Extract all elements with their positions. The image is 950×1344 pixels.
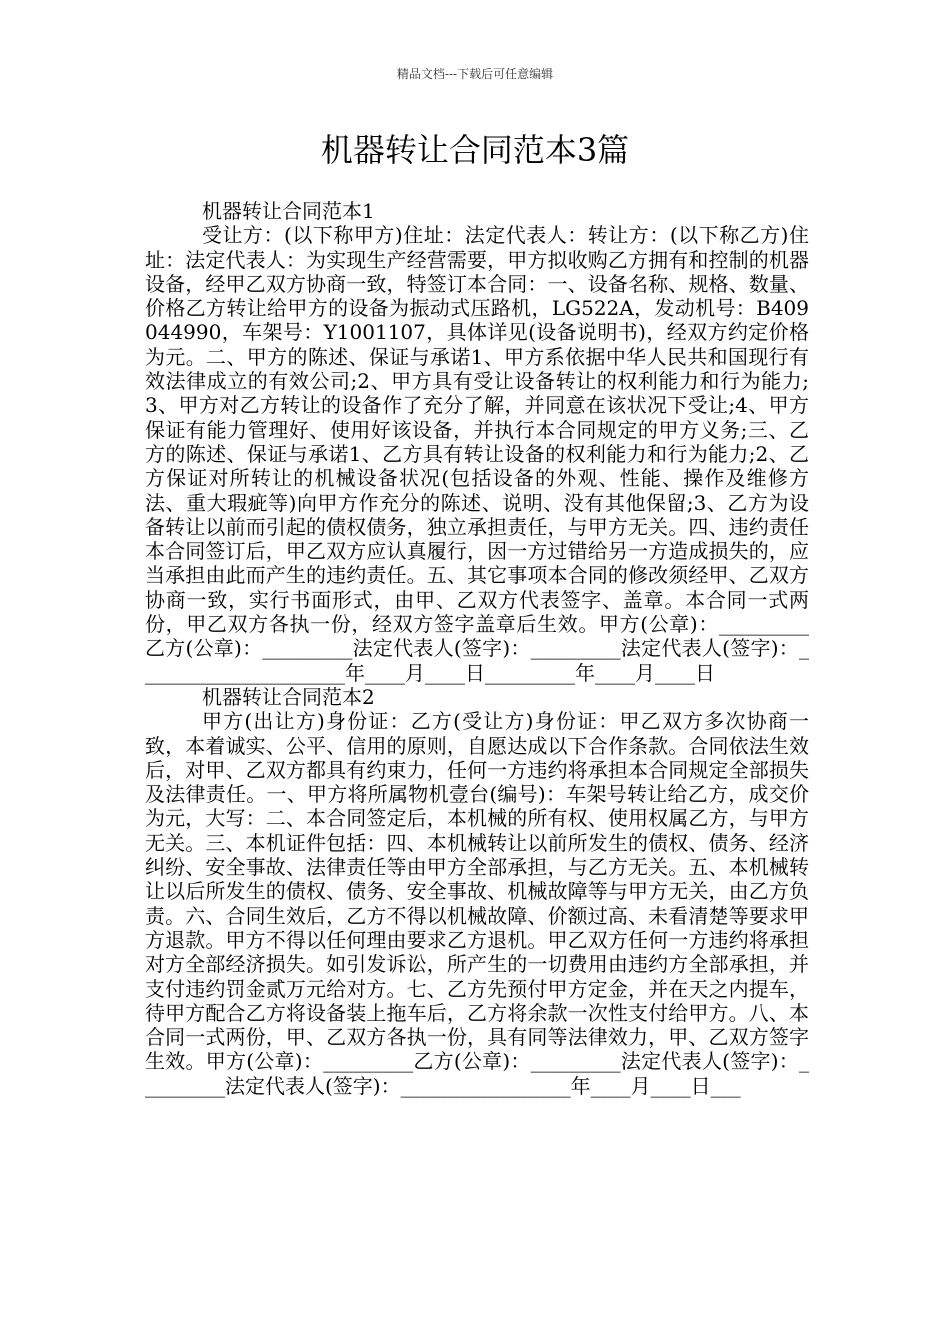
section-body-text: 甲方(出让方)身份证：乙方(受让方)身份证：甲乙双方多次协商一致，本着诚实、公平、信用的原则，自愿达成以下合作条款。合同依法生效后，对甲、乙双方都具有约束力，任何一方违约将承担本合同规定全部损失及法律责任。一、甲方将所属物机壹台(编号)：车架号转让给乙方，成交价为元，大写：二、本合同签定后，本机械的所有权、使用权属乙方，与甲方无关。三、本机证件包括：四、本机械转让以前所发生的债权、债务、经济纠纷、安全事故、法律责任等由甲方全部承担，与乙方无关。五、本机械转让以后所发生的债权、债务、安全事故、机械故障等与甲方无关，由乙方负责。六、合同生效后，乙方不得以机械故障、价额过高、未看清楚等要求甲方退款。甲方不得以任何理由要求乙方退机。甲乙双方任何一方违约将承担对方全部经济损失。如引发诉讼，所产生的一切费用由违约方全部承担，并支付违约罚金贰万元给对方。七、乙方先预付甲方定金，并在天之内提车，待甲方配合乙方将设备装上拖车后，乙方将余款一次性支付给甲方。八、本合同一式两份，甲、乙双方各执一份，具有同等法律效力，甲、乙双方签字生效。甲方(公章)：_________乙方(公章)：_________法定代表人(签字)：_________法定代表人(签字)：_________________年____月____日___ (145, 709, 809, 1098)
section-heading: 机器转让合同范本2 (202, 684, 375, 709)
section-body-text: 受让方：(以下称甲方)住址：法定代表人：转让方：(以下称乙方)住址：法定代表人：为实现生产经营需要，甲方拟收购乙方拥有和控制的机器设备，经甲乙双方协商一致，特签订本合同：一、设备名称、规格、数量、价格乙方转让给甲方的设备为振动式压路机，LG522A，发动机号：B409044990，车架号：Y1001107，具体详见(设备说明书)，经双方约定价格为元。二、甲方的陈述、保证与承诺1、甲方系依据中华人民共和国现行有效法律成立的有效公司;2、甲方具有受让设备转让的权利能力和行为能力;3、甲方对乙方转让的设备作了充分了解，并同意在该状况下受让;4、甲方保证有能力管理好、使用好该设备，并执行本合同规定的甲方义务;三、乙方的陈述、保证与承诺1、乙方具有转让设备的权利能力和行为能力;2、乙方保证对所转让的机械设备状况(包括设备的外观、性能、操作及维修方法、重大瑕疵等)向甲方作充分的陈述、说明、没有其他保留;3、乙方为设备转让以前而引起的债权债务，独立承担责任，与甲方无关。四、违约责任本合同签订后，甲乙双方应认真履行，因一方过错给另一方造成损失的，应当承担由此而产生的违约责任。五、其它事项本合同的修改须经甲、乙双方协商一致，实行书面形式，由甲、乙双方代表签字、盖章。本合同一式两份，甲乙双方各执一份，经双方签字盖章后生效。甲方(公章)：_________乙方(公章)：_________法定代表人(签字)：_________法定代表人(签字)：_____________________年____月____日_________年____月____日 (145, 223, 809, 685)
document-body (145, 199, 809, 1098)
page-header-watermark: 精品文档---下载后可任意编辑 (396, 67, 554, 81)
contract-section-2 (145, 685, 809, 1098)
contract-section-1 (145, 199, 809, 685)
document-title: 机器转让合同范本3篇 (320, 131, 630, 169)
section-heading: 机器转让合同范本1 (202, 199, 375, 223)
